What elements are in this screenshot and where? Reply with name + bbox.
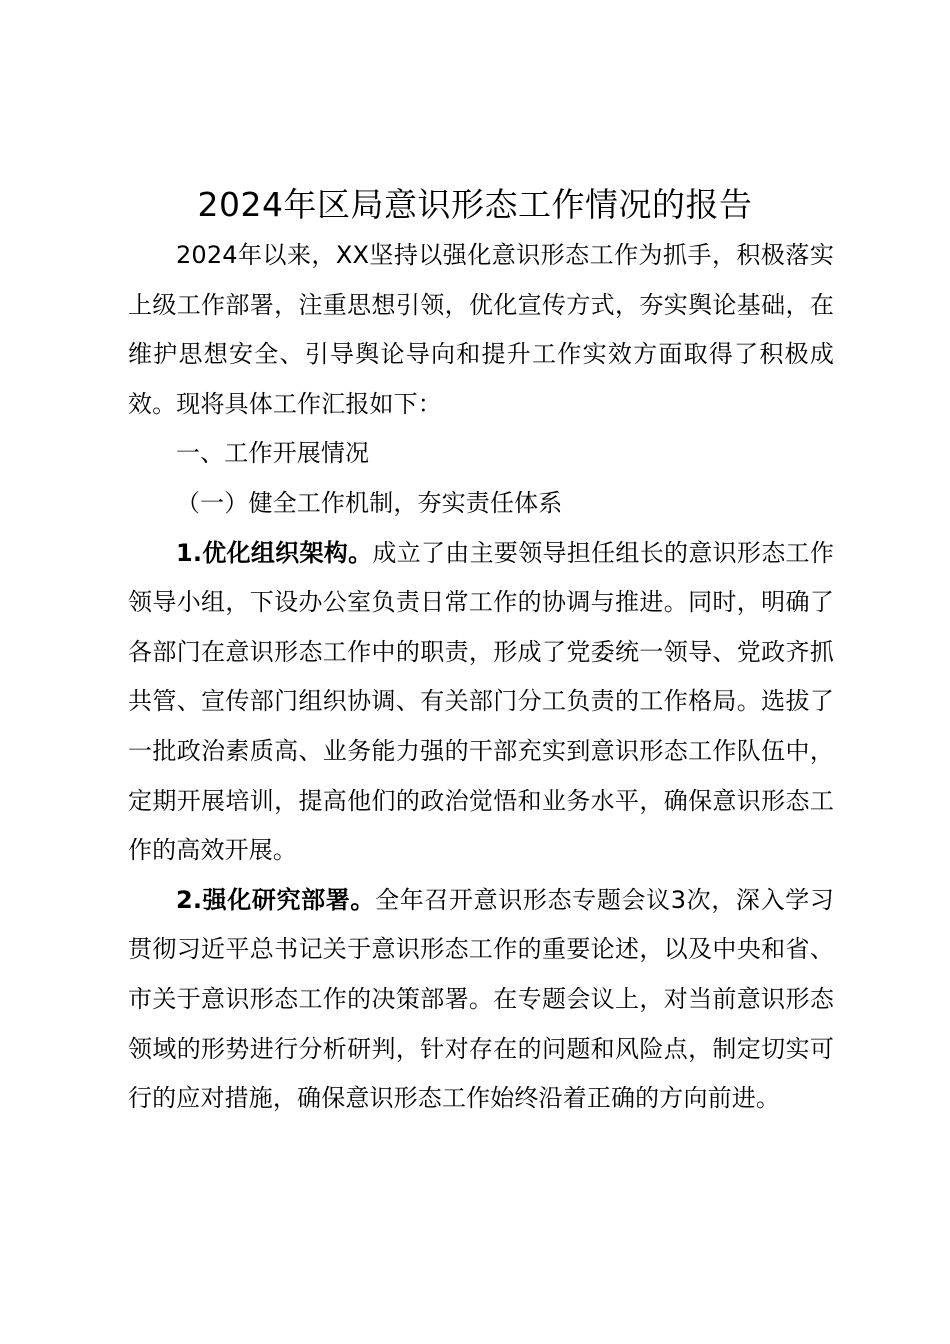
document-body <box>128 231 834 1124</box>
intro-paragraph: 2024年以来，XX坚持以强化意识形态工作为抓手，积极落实上级工作部署，注重思想引领，优化宣传方式，夯实舆论基础，在维护思想安全、引导舆论导向和提升工作实效方面取得了积极成效。现将具体工作汇报如下： <box>128 241 834 418</box>
item-1-text: 成立了由主要领导担任组长的意识形态工作领导小组，下设办公室负责日常工作的协调与推进。同时，明确了各部门在意识形态工作中的职责，形成了党委统一领导、党政齐抓共管、宣传部门组织协调、有关部门分工负责的工作格局。选拔了一批政治素质高、业务能力强的干部充实到意识形态工作队伍中，定期开展培训，提高他们的政治觉悟和业务水平，确保意识形态工作的高效开展。 <box>128 538 834 865</box>
section-heading: 一、工作开展情况 <box>176 439 370 468</box>
item-1-lead: 1.优化组织架构。 <box>176 538 373 567</box>
subsection-heading: （一）健全工作机制，夯实责任体系 <box>176 488 563 517</box>
item-paragraph-2 <box>128 876 834 1124</box>
document-title: 2024年区局意识形态工作情况的报告 <box>197 185 753 224</box>
item-2-lead: 2.强化研究部署。 <box>176 885 376 914</box>
item-paragraph-1 <box>128 529 834 876</box>
item-2-text: 全年召开意识形态专题会议3次，深入学习贯彻习近平总书记关于意识形态工作的重要论述，以及中央和省、市关于意识形态工作的决策部署。在专题会议上，对当前意识形态领域的形势进行分析研判，针对存在的问题和风险点，制定切实可行的应对措施，确保意识形态工作始终沿着正确的方向前进。 <box>128 885 834 1113</box>
